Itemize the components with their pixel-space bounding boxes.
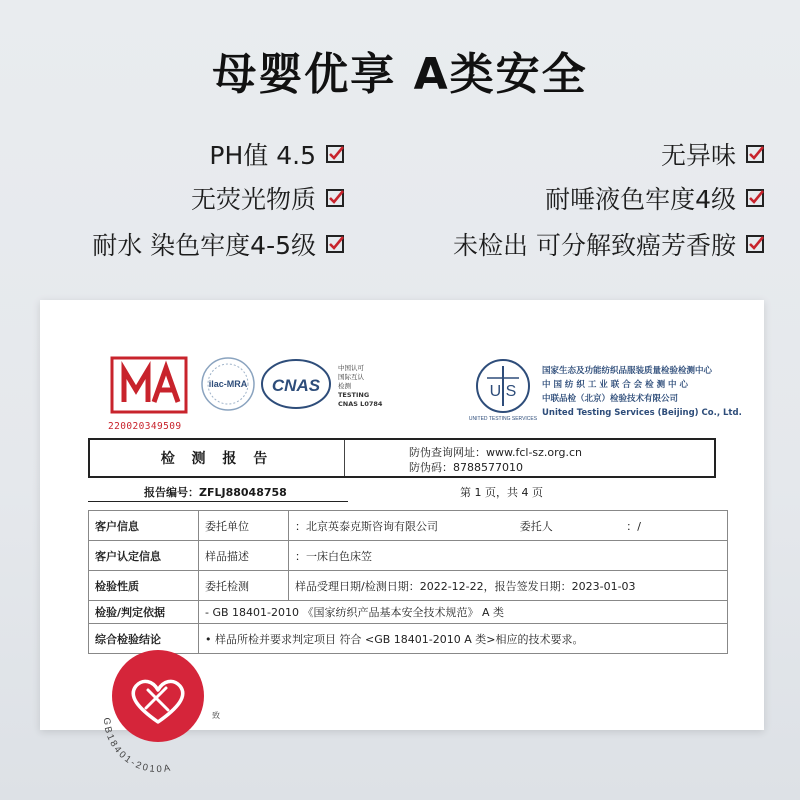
row-label: 检验性质 <box>89 571 199 601</box>
badge-ring-text: GB18401-2010A <box>100 717 174 776</box>
report-header <box>88 438 716 478</box>
row-label: 检验/判定依据 <box>89 601 199 624</box>
row-label: 客户信息 <box>89 511 199 541</box>
table-row <box>89 571 728 601</box>
table-row <box>89 541 728 571</box>
feature-ph <box>209 136 344 172</box>
uts-ring-text: UNITED TESTING SERVICES <box>468 416 538 422</box>
uts-line: 国家生态及功能纺织品服装质量检验检测中心 <box>542 366 713 376</box>
row-label: 客户认定信息 <box>89 541 199 571</box>
feature-label: 耐唾液色牢度4级 <box>545 185 736 214</box>
row-key: 委托单位 <box>199 511 289 541</box>
row-value <box>289 511 728 541</box>
row-key: 委托检测 <box>199 571 289 601</box>
feature-saliva-fastness <box>545 180 764 216</box>
anti-fake-code: 防伪码：8788577010 <box>409 461 523 474</box>
checkbox-checked-icon <box>326 235 344 253</box>
gb18401-badge <box>88 648 228 788</box>
feature-label: 未检出 可分解致癌芳香胺 <box>453 231 736 260</box>
table-row <box>89 511 728 541</box>
row-label: 综合检验结论 <box>89 624 199 654</box>
cnas-line: CNAS L0784 <box>338 400 383 408</box>
feature-no-fluorescent <box>191 180 344 216</box>
ilac-text: ilac-MRA <box>208 379 248 389</box>
report-number-row <box>88 480 716 502</box>
page-title: 母婴优享 A类安全 <box>212 49 588 100</box>
cma-logo-icon <box>110 356 188 414</box>
checkbox-checked-icon <box>746 235 764 253</box>
client-person: 委托人 ：/ <box>519 519 641 533</box>
feature-water-fastness <box>92 226 344 262</box>
cnas-caption <box>338 364 382 409</box>
row-value: 样品受理日期/检测日期：2022-12-22，报告签发日期：2023-01-03 <box>289 571 728 601</box>
report-title: 检 测 报 告 <box>90 440 345 476</box>
checkbox-checked-icon <box>326 145 344 163</box>
checkbox-checked-icon <box>326 189 344 207</box>
cnas-line: 国际互认 <box>338 373 364 381</box>
feature-label: 无异味 <box>660 141 736 170</box>
cma-number: 220020349509 <box>108 421 182 432</box>
query-url: 防伪查询网址：www.fcl-sz.org.cn <box>409 446 582 459</box>
cnas-logo-icon <box>260 358 332 410</box>
checkbox-checked-icon <box>746 189 764 207</box>
row-value: - GB 18401-2010 《国家纺织产品基本安全技术规范》 A 类 <box>199 601 728 624</box>
table-row <box>89 601 728 624</box>
feature-label: 耐水 染色牢度4-5级 <box>92 231 316 260</box>
checkbox-checked-icon <box>746 145 764 163</box>
ilac-mra-logo-icon <box>200 356 256 412</box>
uts-line: 中联品检（北京）检验技术有限公司 <box>542 394 679 404</box>
feature-label: PH值 4.5 <box>209 141 316 170</box>
client-name: ：北京英泰克斯咨询有限公司 <box>295 519 438 533</box>
cnas-line: TESTING <box>338 391 370 399</box>
cnas-line: 检测 <box>338 382 351 390</box>
feature-no-amines <box>453 226 764 262</box>
cnas-text: CNAS <box>271 376 321 395</box>
report-number: 报告编号：ZFLJ88048758 <box>88 480 348 502</box>
uts-line: United Testing Services (Beijing) Co., Ltd. <box>542 408 742 418</box>
row-value: • 样品所检并要求判定项目 符合 <GB 18401-2010 A 类>相应的技术要求。 <box>199 624 728 654</box>
heart-seal-icon <box>88 648 228 788</box>
cnas-line: 中国认可 <box>338 364 364 372</box>
report-query <box>345 440 714 476</box>
uts-logo-icon <box>468 356 538 424</box>
feature-no-odor <box>661 136 764 172</box>
certification-logos <box>110 320 760 430</box>
feature-label: 无荧光物质 <box>190 185 316 214</box>
badge-corner-char: 致 <box>212 711 220 720</box>
uts-line: 中 国 纺 织 工 业 联 合 会 检 测 中 心 <box>542 380 689 390</box>
row-value: ：一床白色床笠 <box>289 541 728 571</box>
report-page: 第 1 页，共 4 页 <box>460 486 543 499</box>
uts-caption <box>542 364 742 420</box>
row-key: 样品描述 <box>199 541 289 571</box>
report-table <box>88 510 728 654</box>
uts-letters: U S <box>489 383 517 400</box>
